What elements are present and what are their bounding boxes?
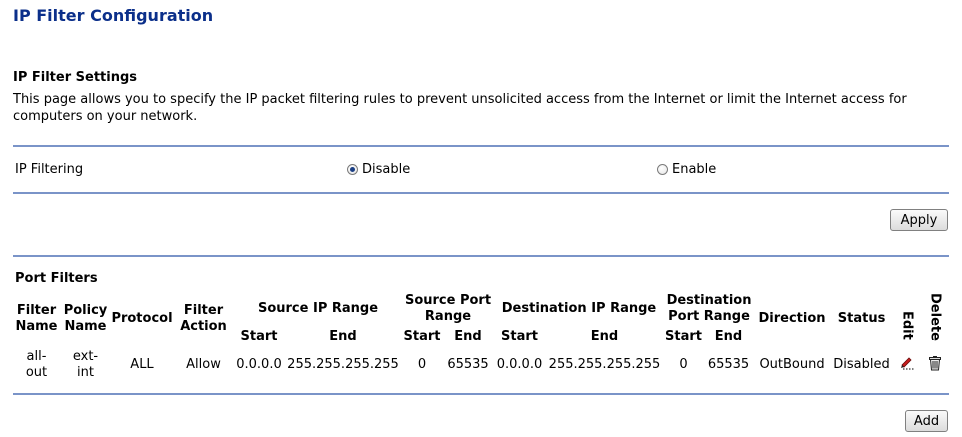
divider	[13, 393, 949, 395]
table-row	[13, 347, 949, 383]
col-header-destination-ip-range: Destination IP Range	[501, 301, 657, 316]
col-header-end: End	[714, 329, 743, 344]
cell-src-ip-end: 255.255.255.255	[287, 357, 399, 372]
cell-edit	[893, 347, 920, 383]
col-header-filter-name: Filter Name	[15, 303, 58, 334]
settings-heading: IP Filter Settings	[13, 70, 138, 85]
col-header-edit	[893, 291, 920, 347]
col-header-source-ip-range: Source IP Range	[257, 301, 379, 316]
col-header-end: End	[329, 329, 357, 344]
divider	[13, 145, 949, 147]
radio-enable-option[interactable]	[657, 162, 716, 177]
col-header-policy-name: Policy Name	[63, 303, 108, 334]
col-header-end: End	[590, 329, 619, 344]
ip-filtering-label: IP Filtering	[15, 162, 84, 177]
cell-src-port-end: 65535	[447, 357, 489, 372]
col-header-destination-port-range: Destination Port Range	[666, 293, 752, 324]
cell-filter-action: Allow	[186, 357, 221, 372]
radio-enable[interactable]	[657, 164, 668, 175]
pencil-edit-icon[interactable]	[899, 355, 915, 376]
cell-dst-port-end: 65535	[707, 357, 750, 372]
col-header-start: Start	[403, 329, 441, 344]
col-header-delete	[920, 291, 949, 347]
port-filters-heading: Port Filters	[15, 271, 98, 286]
cell-src-ip-start: 0.0.0.0	[236, 357, 282, 372]
cell-protocol: ALL	[130, 357, 154, 372]
delete-header-label: Delete	[927, 293, 943, 341]
radio-enable-label: Enable	[672, 162, 717, 177]
cell-dst-ip-end: 255.255.255.255	[548, 357, 661, 372]
add-button[interactable]: Add	[905, 410, 948, 432]
radio-disable-label: Disable	[362, 162, 411, 177]
col-header-source-port-range: Source Port Range	[404, 293, 492, 324]
cell-src-port-start: 0	[417, 357, 427, 372]
cell-dst-ip-start: 0.0.0.0	[496, 357, 543, 372]
divider	[13, 192, 949, 194]
col-header-end: End	[454, 329, 482, 344]
col-header-protocol: Protocol	[111, 311, 173, 326]
settings-description: This page allows you to specify the IP packet filtering rules to prevent unsolicited access from the Internet or limit the Internet access for computers on your network.	[13, 92, 907, 124]
edit-header-label: Edit	[899, 311, 915, 340]
col-header-start: Start	[501, 329, 538, 344]
cell-filter-name: all-out	[25, 349, 48, 380]
col-header-direction: Direction	[758, 311, 826, 326]
cell-policy-name: ext-int	[72, 349, 99, 380]
cell-direction: OutBound	[759, 357, 825, 372]
cell-status: Disabled	[833, 357, 890, 372]
trash-can-icon[interactable]	[928, 355, 942, 376]
divider	[13, 255, 949, 257]
col-header-filter-action: Filter Action	[180, 303, 227, 334]
col-header-start: Start	[240, 329, 278, 344]
cell-delete	[920, 347, 949, 383]
radio-disable-option[interactable]	[347, 162, 410, 177]
cell-dst-port-start: 0	[679, 357, 688, 372]
col-header-start: Start	[665, 329, 702, 344]
radio-disable[interactable]	[347, 164, 358, 175]
col-header-status: Status	[837, 311, 886, 326]
port-filters-table	[13, 291, 949, 383]
apply-button[interactable]: Apply	[890, 209, 948, 231]
page-title: IP Filter Configuration	[13, 6, 214, 25]
